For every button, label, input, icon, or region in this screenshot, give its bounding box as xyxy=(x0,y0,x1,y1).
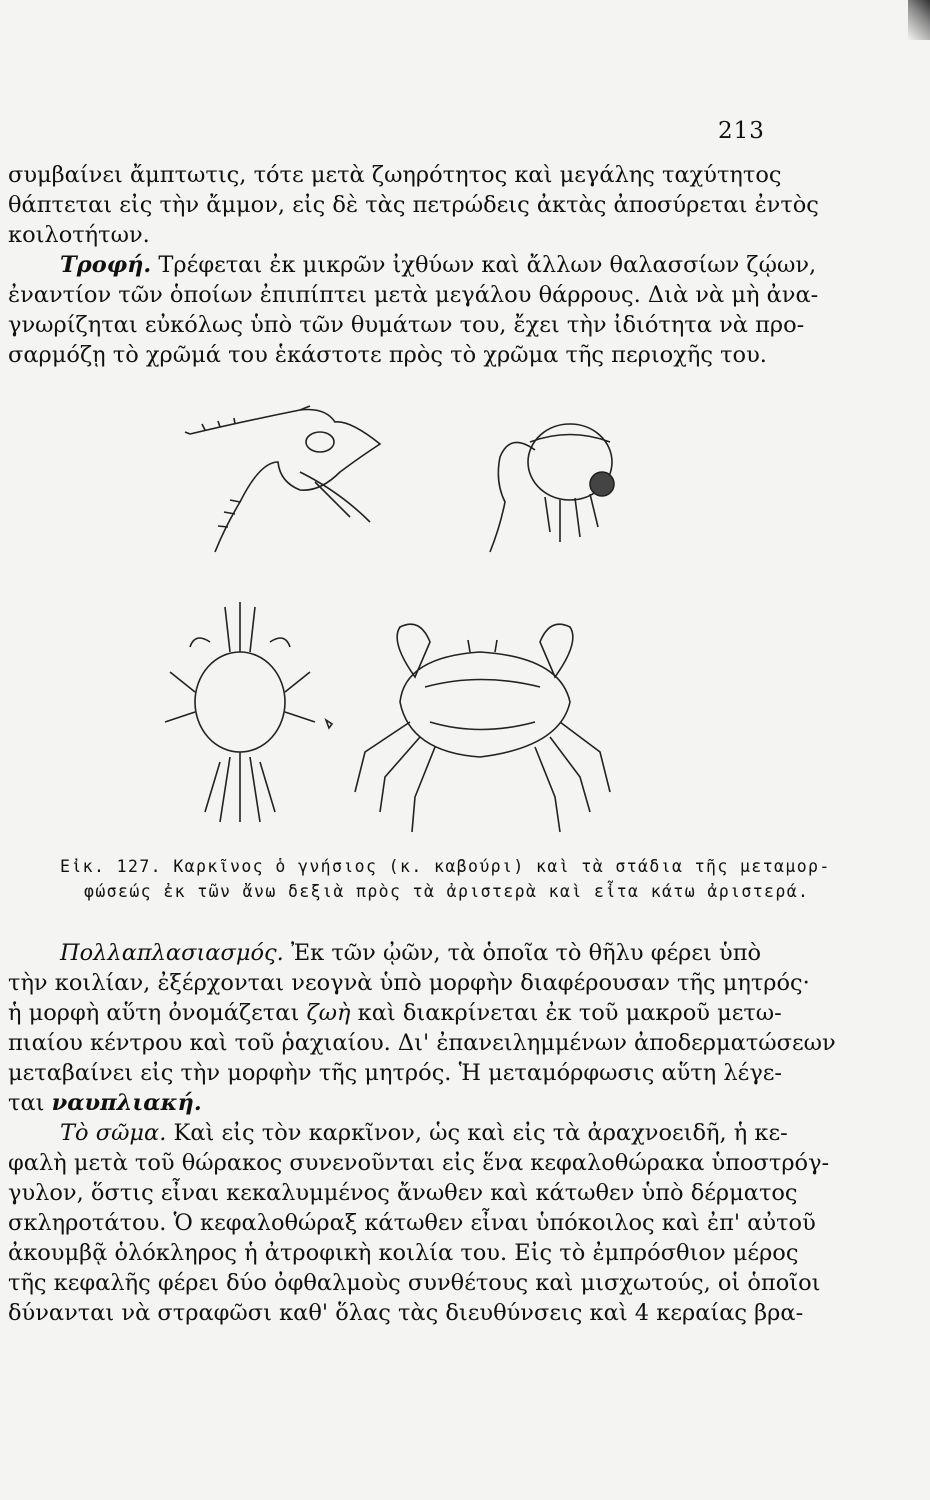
text-block-bottom xyxy=(8,938,836,1328)
crab-illustration xyxy=(150,402,650,848)
text-line: συμβαίνει ἄμπτωτις, τότε μετὰ ζωηρότητος καὶ μεγάλης ταχύτητος xyxy=(8,162,782,188)
larva-stage-3 xyxy=(165,602,315,822)
small-mark xyxy=(326,720,332,728)
text-fragment: Καὶ εἰς τὸν καρκῖνον, ὡς καὶ εἰς τὰ ἀραχνοειδῆ, ἡ κε- xyxy=(173,1120,788,1146)
crab-metamorphosis-figure xyxy=(150,402,650,848)
text-line: τῆς κεφαλῆς φέρει δύο ὀφθαλμοὺς συνθέτους καὶ μισχωτούς, οἱ ὁποῖοι xyxy=(8,1270,821,1296)
adult-crab xyxy=(355,624,610,832)
section-heading-reproduction: Πολλαπλασιασμός. xyxy=(60,940,284,966)
section-heading-body: Τὸ σῶμα. xyxy=(60,1120,167,1146)
larva-stage-1 xyxy=(185,406,380,552)
text-line: τὴν κοιλίαν, ἐξέρχονται νεογνὰ ὑπὸ μορφὴν διαφέρουσαν τῆς μητρός· xyxy=(8,970,810,996)
text-line xyxy=(8,1088,788,1118)
text-line: μεταβαίνει εἰς τὴν μορφὴν τῆς μητρός. Ἡ μεταμόρφωσις αὕτη λέγε- xyxy=(8,1060,783,1086)
text-line xyxy=(8,998,788,1028)
section-heading-food: Τροφή. xyxy=(60,252,152,278)
text-line xyxy=(8,1118,788,1148)
figure-caption xyxy=(60,854,831,904)
text-fragment: ἡ μορφὴ αὕτη ὀνομάζεται xyxy=(8,1000,300,1026)
text-line: φαλὴ μετὰ τοῦ θώρακος συνενοῦνται εἰς ἕνα κεφαλοθώρακα ὑποστρόγ- xyxy=(8,1150,830,1176)
text-fragment: Ἐκ τῶν ᾠῶν, τὰ ὁποῖα τὸ θῆλυ φέρει ὑπὸ xyxy=(290,940,762,966)
text-line: σκληροτάτου. Ὁ κεφαλοθώραξ κάτωθεν εἶναι ὑπόκοιλος καὶ ἐπ' αὐτοῦ xyxy=(8,1210,816,1236)
text-line: ἐναντίον τῶν ὁποίων ἐπιπίπτει μετὰ μεγάλου θάρρους. Διὰ νὰ μὴ ἀνα- xyxy=(8,282,819,308)
text-fragment: ται xyxy=(8,1090,45,1116)
text-line: ἀκουμβᾷ ὁλόκληρος ἡ ἀτροφικὴ κοιλία του. Εἰς τὸ ἐμπρόσθιον μέρος xyxy=(8,1240,799,1266)
larva-stage-2 xyxy=(490,424,614,552)
text-line: θάπτεται εἰς τὴν ἄμμον, εἰς δὲ τὰς πετρώδεις ἀκτὰς ἀποσύρεται ἐντὸς xyxy=(8,192,819,218)
text-line: γυλον, ὅστις εἶναι κεκαλυμμένος ἄνωθεν καὶ κάτωθεν ὑπὸ δέρματος xyxy=(8,1180,798,1206)
page-edge-shadow xyxy=(908,0,930,40)
text-line: γνωρίζηται εὐκόλως ὑπὸ τῶν θυμάτων του, ἔχει τὴν ἰδιότητα νὰ προ- xyxy=(8,312,805,338)
text-fragment: Τρέφεται ἐκ μικρῶν ἰχθύων καὶ ἄλλων θαλασσίων ζῴων, xyxy=(158,252,817,278)
text-fragment: καὶ διακρίνεται ἐκ τοῦ μακροῦ μετω- xyxy=(357,1000,782,1026)
text-block-top xyxy=(8,160,819,370)
text-line xyxy=(8,250,817,280)
text-line: κοιλοτήτων. xyxy=(8,222,150,248)
text-line xyxy=(8,938,788,968)
text-line: πιαίου κέντρου καὶ τοῦ ῥαχιαίου. Δι' ἐπανειλημμένων ἀποδερματώσεων xyxy=(8,1030,836,1056)
caption-line: φώσεώς ἐκ τῶν ἄνω δεξιὰ πρὸς τὰ ἀριστερὰ καὶ εἶτα κάτω ἀριστερά. xyxy=(84,882,810,901)
text-line: σαρμόζῃ τὸ χρῶμά του ἑκάστοτε πρὸς τὸ χρῶμα τῆς περιοχῆς του. xyxy=(8,342,767,368)
caption-line: Εἰκ. 127. Καρκῖνος ὁ γνήσιος (κ. καβούρι) καὶ τὰ στάδια τῆς μεταμορ- xyxy=(60,857,831,876)
text-line: δύνανται νὰ στραφῶσι καθ' ὅλας τὰς διευθύνσεις καὶ 4 κεραίας βρα- xyxy=(8,1300,804,1326)
page-number: 213 xyxy=(718,118,765,144)
term-zoe: ζωὴ xyxy=(306,1000,351,1026)
term-nauplius: ναυπλιακή. xyxy=(51,1090,202,1116)
